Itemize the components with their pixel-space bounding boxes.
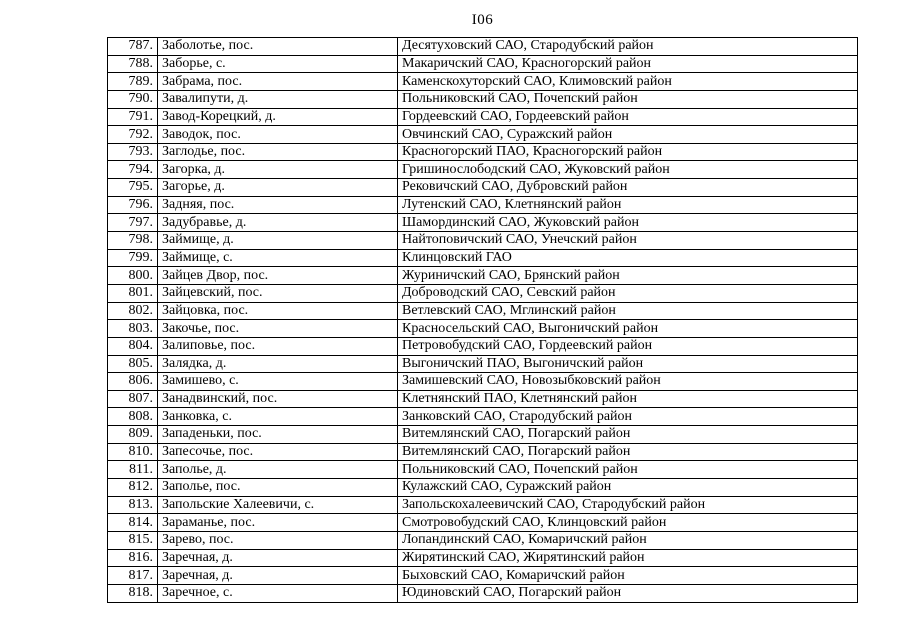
row-number: 804.	[108, 337, 158, 355]
administrative-unit: Смотровобудский САО, Клинцовский район	[398, 514, 858, 532]
table-row	[108, 426, 858, 444]
table-row	[108, 214, 858, 232]
table-row	[108, 126, 858, 144]
settlement-name: Заречное, с.	[158, 584, 398, 602]
administrative-unit: Доброводский САО, Севский район	[398, 284, 858, 302]
administrative-unit: Лутенский САО, Клетнянский район	[398, 196, 858, 214]
administrative-unit: Найтоповичский САО, Унечский район	[398, 232, 858, 250]
administrative-unit: Клетнянский ПАО, Клетнянский район	[398, 390, 858, 408]
table-row	[108, 443, 858, 461]
settlement-name: Заречная, д.	[158, 549, 398, 567]
administrative-unit: Рековичский САО, Дубровский район	[398, 179, 858, 197]
settlement-name: Займище, с.	[158, 249, 398, 267]
administrative-unit: Польниковский САО, Почепский район	[398, 90, 858, 108]
settlement-name: Зайцовка, пос.	[158, 302, 398, 320]
row-number: 818.	[108, 584, 158, 602]
settlement-name: Запесочье, пос.	[158, 443, 398, 461]
row-number: 795.	[108, 179, 158, 197]
table-row	[108, 249, 858, 267]
row-number: 791.	[108, 108, 158, 126]
administrative-unit: Красногорский ПАО, Красногорский район	[398, 143, 858, 161]
table-row	[108, 302, 858, 320]
settlement-name: Забрама, пос.	[158, 73, 398, 91]
administrative-unit: Клинцовский ГАО	[398, 249, 858, 267]
settlement-name: Загорка, д.	[158, 161, 398, 179]
table-row	[108, 143, 858, 161]
administrative-unit: Польниковский САО, Почепский район	[398, 461, 858, 479]
settlement-name: Задубравье, д.	[158, 214, 398, 232]
table-row	[108, 73, 858, 91]
table-row	[108, 514, 858, 532]
administrative-unit: Ветлевский САО, Мглинский район	[398, 302, 858, 320]
settlement-name: Заречная, д.	[158, 567, 398, 585]
administrative-unit: Занковский САО, Стародубский район	[398, 408, 858, 426]
table-row	[108, 479, 858, 497]
row-number: 798.	[108, 232, 158, 250]
table-row	[108, 531, 858, 549]
administrative-unit: Юдиновский САО, Погарский район	[398, 584, 858, 602]
table-row	[108, 55, 858, 73]
settlement-name: Заводок, пос.	[158, 126, 398, 144]
settlement-name: Замишево, с.	[158, 373, 398, 391]
settlement-name: Завалипути, д.	[158, 90, 398, 108]
administrative-unit: Петровобудский САО, Гордеевский район	[398, 337, 858, 355]
row-number: 806.	[108, 373, 158, 391]
row-number: 801.	[108, 284, 158, 302]
table-row	[108, 232, 858, 250]
settlement-name: Заполье, пос.	[158, 479, 398, 497]
row-number: 817.	[108, 567, 158, 585]
settlement-name: Залядка, д.	[158, 355, 398, 373]
row-number: 800.	[108, 267, 158, 285]
settlement-name: Занковка, с.	[158, 408, 398, 426]
table-row	[108, 108, 858, 126]
administrative-unit: Гордеевский САО, Гордеевский район	[398, 108, 858, 126]
settlement-name: Займище, д.	[158, 232, 398, 250]
administrative-unit: Гришинослободский САО, Жуковский район	[398, 161, 858, 179]
settlement-name: Занадвинский, пос.	[158, 390, 398, 408]
row-number: 796.	[108, 196, 158, 214]
row-number: 808.	[108, 408, 158, 426]
row-number: 787.	[108, 38, 158, 56]
row-number: 792.	[108, 126, 158, 144]
administrative-unit: Витемлянский САО, Погарский район	[398, 426, 858, 444]
settlement-name: Зайцевский, пос.	[158, 284, 398, 302]
row-number: 790.	[108, 90, 158, 108]
table-row	[108, 549, 858, 567]
settlement-name: Заглодье, пос.	[158, 143, 398, 161]
administrative-unit: Овчинский САО, Суражский район	[398, 126, 858, 144]
administrative-unit: Красносельский САО, Выгоничский район	[398, 320, 858, 338]
row-number: 802.	[108, 302, 158, 320]
table-row	[108, 38, 858, 56]
row-number: 813.	[108, 496, 158, 514]
table-row	[108, 584, 858, 602]
settlement-name: Зарево, пос.	[158, 531, 398, 549]
table-row	[108, 390, 858, 408]
administrative-unit: Кулажский САО, Суражский район	[398, 479, 858, 497]
row-number: 794.	[108, 161, 158, 179]
settlement-name: Зайцев Двор, пос.	[158, 267, 398, 285]
settlement-name: Залиповье, пос.	[158, 337, 398, 355]
table-row	[108, 90, 858, 108]
administrative-unit: Замишевский САО, Новозыбковский район	[398, 373, 858, 391]
administrative-unit: Витемлянский САО, Погарский район	[398, 443, 858, 461]
settlement-name: Зараманье, пос.	[158, 514, 398, 532]
table-row	[108, 461, 858, 479]
row-number: 805.	[108, 355, 158, 373]
row-number: 803.	[108, 320, 158, 338]
settlements-table	[107, 37, 858, 603]
row-number: 814.	[108, 514, 158, 532]
table-row	[108, 337, 858, 355]
table-row	[108, 161, 858, 179]
table-row	[108, 196, 858, 214]
table-row	[108, 567, 858, 585]
administrative-unit: Запольскохалеевичский САО, Стародубский район	[398, 496, 858, 514]
page-number: I06	[471, 12, 494, 28]
row-number: 816.	[108, 549, 158, 567]
administrative-unit: Журиничский САО, Брянский район	[398, 267, 858, 285]
table-row	[108, 496, 858, 514]
administrative-unit: Быховский САО, Комаричский район	[398, 567, 858, 585]
settlement-name: Завод-Корецкий, д.	[158, 108, 398, 126]
table-row	[108, 284, 858, 302]
table-row	[108, 179, 858, 197]
table-row	[108, 320, 858, 338]
row-number: 815.	[108, 531, 158, 549]
row-number: 788.	[108, 55, 158, 73]
settlement-name: Заболотье, пос.	[158, 38, 398, 56]
table-row	[108, 355, 858, 373]
row-number: 810.	[108, 443, 158, 461]
administrative-unit: Макаричский САО, Красногорский район	[398, 55, 858, 73]
administrative-unit: Каменскохуторский САО, Климовский район	[398, 73, 858, 91]
settlements-table-body	[108, 38, 858, 603]
settlement-name: Заборье, с.	[158, 55, 398, 73]
administrative-unit: Выгоничский ПАО, Выгоничский район	[398, 355, 858, 373]
table-row	[108, 408, 858, 426]
row-number: 793.	[108, 143, 158, 161]
table-row	[108, 373, 858, 391]
administrative-unit: Жирятинский САО, Жирятинский район	[398, 549, 858, 567]
settlement-name: Загорье, д.	[158, 179, 398, 197]
administrative-unit: Десятуховский САО, Стародубский район	[398, 38, 858, 56]
settlement-name: Закочье, пос.	[158, 320, 398, 338]
row-number: 807.	[108, 390, 158, 408]
row-number: 812.	[108, 479, 158, 497]
administrative-unit: Лопандинский САО, Комаричский район	[398, 531, 858, 549]
row-number: 811.	[108, 461, 158, 479]
settlement-name: Заполье, д.	[158, 461, 398, 479]
settlement-name: Запольские Халеевичи, с.	[158, 496, 398, 514]
table-row	[108, 267, 858, 285]
row-number: 797.	[108, 214, 158, 232]
row-number: 809.	[108, 426, 158, 444]
administrative-unit: Шамординский САО, Жуковский район	[398, 214, 858, 232]
settlement-name: Задняя, пос.	[158, 196, 398, 214]
settlement-name: Западеньки, пос.	[158, 426, 398, 444]
row-number: 789.	[108, 73, 158, 91]
row-number: 799.	[108, 249, 158, 267]
